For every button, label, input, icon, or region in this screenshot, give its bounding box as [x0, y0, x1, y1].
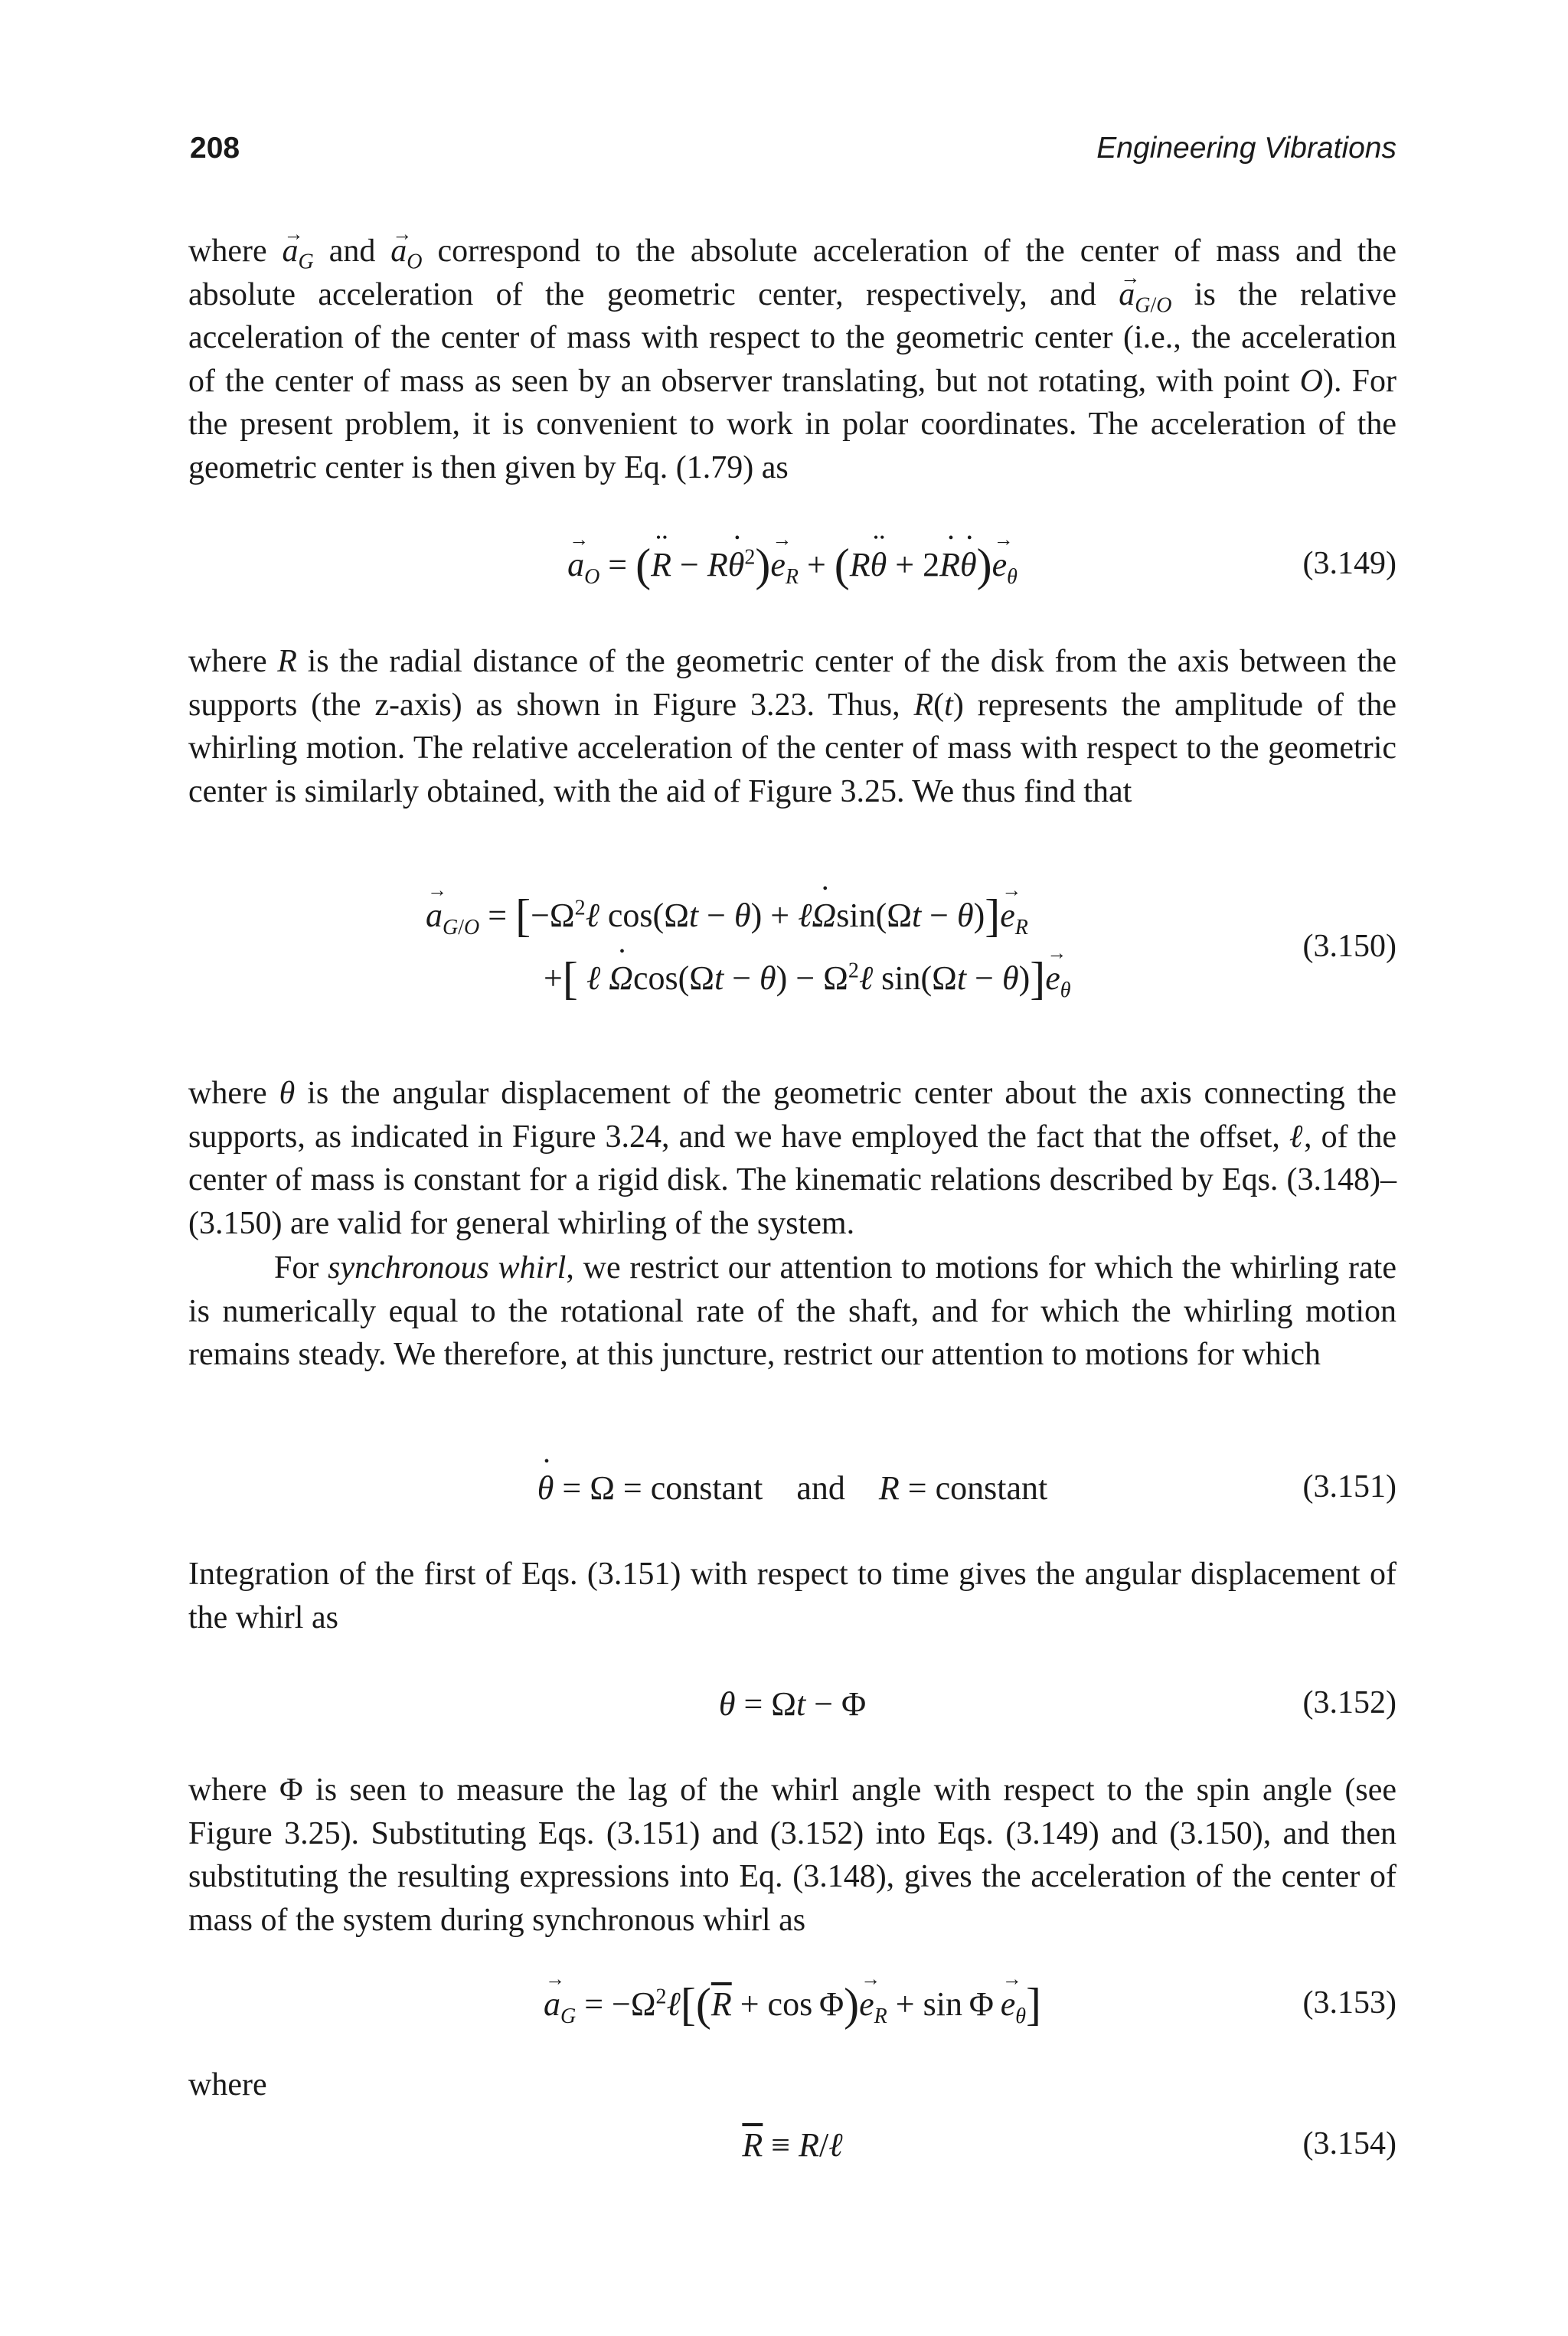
equation-number: (3.149): [1302, 546, 1396, 581]
equation-3-152-expression: θ = Ωt − Φ: [718, 1685, 867, 1723]
equation-3-154-expression: $\overline{R}$ ≡ R/ℓ: [742, 2126, 843, 2164]
equation-number: (3.151): [1302, 1469, 1396, 1505]
page-number: 208: [190, 132, 240, 165]
paragraph-6-text: where Φ is seen to measure the lag of the whirl angle with respect to the spin angle (see Figure 3.25). Substituting Eqs. (3.151) and (3.152) into Eqs. (3.149) and (3.150), and then substituting the resulting expressions into Eq. (3.148), gives the acceleration of the center of mass of the system during synchronous whirl as: [188, 1772, 1396, 1938]
paragraph-7-text: where: [188, 2067, 267, 2102]
paragraph-6: [188, 1769, 1396, 1942]
paragraph-7: [188, 2063, 1396, 2107]
paragraph-4-text: For synchronous whirl, we restrict our attention to motions for which the whirling rate is numerically equal to the rotational rate of the shaft, and for which the whirling motion remains steady. We therefore, at this juncture, restrict our attention to motions for which: [188, 1250, 1396, 1373]
equation-3-151-expression: • θ = Ω = constant and R = constant: [188, 1469, 1396, 1508]
paragraph-5-text: Integration of the first of Eqs. (3.151) with respect to time gives the angular displacement of the whirl as: [188, 1557, 1396, 1635]
equation-3-153-expression: → $a_G$ = $-\Omega^2\ell[(\overline{R} + \cos \Phi)\to e_R + \sin \Phi \to e_\theta]$: [188, 1985, 1396, 2024]
paragraph-1-text: where → $a_G$ and → $a_O$ correspond to the absolute acceleration of the center of mass and the absolute acceleration of the geometric center, respectively, and → $a_{G/O}$ is the relative acceleration of the center of mass with respect to the geometric center (i.e., the acceleration of the center of mass as seen by an observer translating, but not rotating, with point O). For the present problem, it is convenient to work in polar coordinates. The acceleration of the geometric center is then given by Eq. (1.79) as: [188, 234, 1396, 485]
equation-number: (3.154): [1302, 2126, 1396, 2161]
equation-3-150: [188, 890, 1396, 1026]
running-head: [190, 132, 1396, 178]
equation-3-152: [188, 1684, 1396, 1769]
equation-3-150-line-2: +[ ℓ • $\Omega\cos(\Omega t - \theta) - \Omega^2\ell$ $\sin(\Omega t - \theta)]\to e_\theta$: [544, 959, 1396, 998]
paragraph-1: [188, 230, 1396, 490]
paragraph-3-text: where θ is the angular displacement of the geometric center about the axis connecting the supports, as indicated in Figure 3.24, and we have employed the fact that the offset, ℓ, of the center of mass is constant for a rigid disk. The kinematic relations described by Eqs. (3.148)–(3.150) are valid for general whirling of the system.: [188, 1076, 1397, 1241]
equation-3-149: [188, 540, 1396, 629]
book-title: Engineering Vibrations: [1096, 132, 1396, 165]
equation-3-154: [188, 2125, 1396, 2210]
paragraph-2: [188, 640, 1396, 813]
equation-3-150-line-1: → $a_{G/O}$ = [$-\Omega^2\ell$ cos(Ωt − θ) + ℓ• $\Omega\sin(\Omega t - \theta)]\to e_R$: [426, 896, 1396, 935]
equation-3-151: [188, 1469, 1396, 1553]
equation-3-153: [188, 1979, 1396, 2069]
equation-number: (3.152): [1302, 1685, 1396, 1720]
paragraph-4: [188, 1246, 1396, 1377]
equation-number: (3.150): [1302, 929, 1396, 964]
paragraph-3: [188, 1072, 1396, 1245]
equation-number: (3.153): [1302, 1985, 1396, 2021]
equation-3-149-expression: → $a_O$ = (•• R − R• $\theta^2)\to e_R$ + (R•• θ + 2• R• $\theta)\to e_\theta$: [188, 545, 1396, 584]
paragraph-2-text: where R is the radial distance of the geometric center of the disk from the axis between the supports (the z-axis) as shown in Figure 3.23. Thus, R(t) represents the amplitude of the whirling motion. The relative acceleration of the center of mass with respect to the geometric center is similarly obtained, with the aid of Figure 3.25. We thus find that: [188, 644, 1397, 809]
paragraph-5: [188, 1553, 1396, 1639]
